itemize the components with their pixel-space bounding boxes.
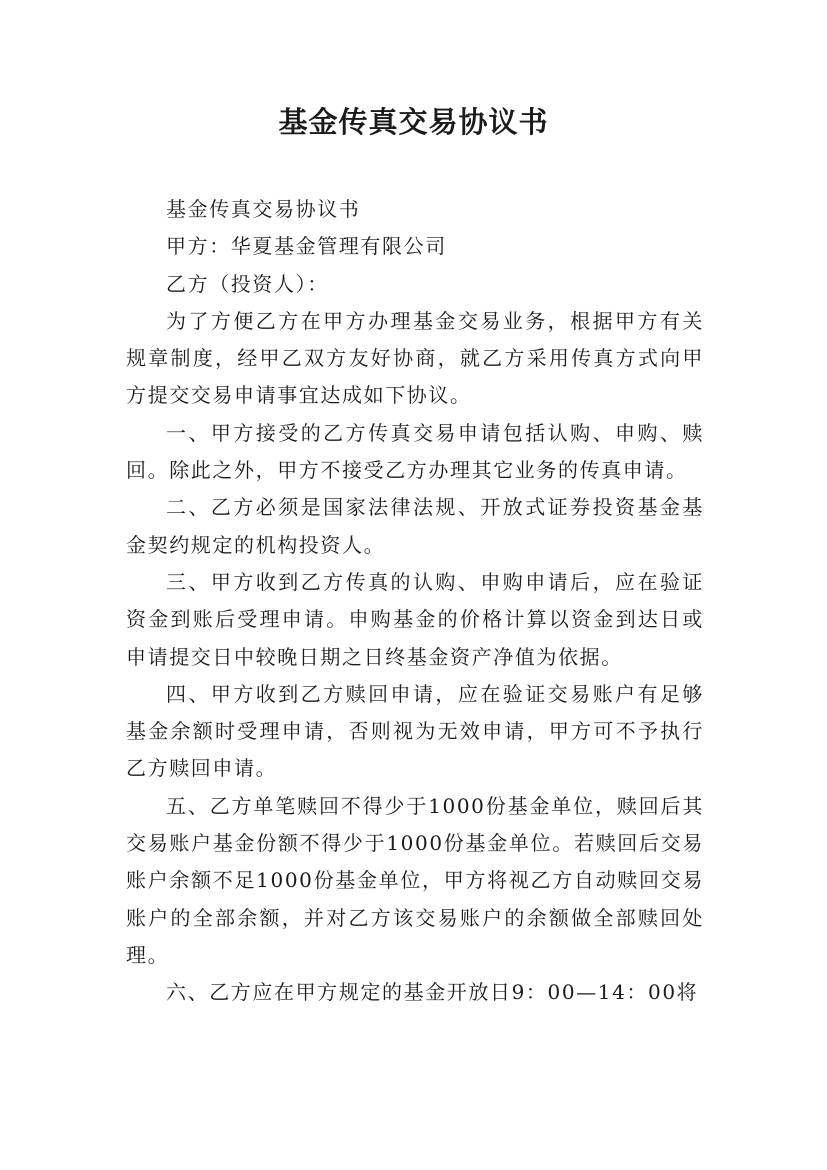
paragraph-clause-5: 五、乙方单笔赎回不得少于1000份基金单位，赎回后其交易账户基金份额不得少于1000份基金单位。若赎回后交易账户余额不足1000份基金单位，甲方将视乙方自动赎回交易账户的全部余额，并对乙方该交易账户的余额做全部赎回处理。 <box>126 793 704 967</box>
document-body <box>126 191 704 1012</box>
paragraph-party-a: 甲方：华夏基金管理有限公司 <box>166 234 447 259</box>
paragraph-clause-2: 二、乙方必须是国家法律法规、开放式证券投资基金基金契约规定的机构投资人。 <box>126 495 704 557</box>
paragraph-clause-1: 一、甲方接受的乙方传真交易申请包括认购、申购、赎回。除此之外，甲方不接受乙方办理其它业务的传真申请。 <box>126 420 704 483</box>
paragraph-heading: 基金传真交易协议书 <box>166 197 361 221</box>
paragraph-clause-4: 四、甲方收到乙方赎回申请，应在验证交易账户有足够基金余额时受理申请，否则视为无效申请，甲方可不予执行乙方赎回申请。 <box>126 681 704 781</box>
paragraph-preamble: 为了方便乙方在甲方办理基金交易业务，根据甲方有关规章制度，经甲乙双方友好协商，就乙方采用传真方式向甲方提交交易申请事宜达成如下协议。 <box>126 308 704 408</box>
paragraph-party-b: 乙方（投资人）： <box>166 271 329 296</box>
document-title: 基金传真交易协议书 <box>278 105 549 139</box>
paragraph-clause-6: 六、乙方应在甲方规定的基金开放日9：00—14：00将 <box>166 980 699 1005</box>
paragraph-clause-3: 三、甲方收到乙方传真的认购、申购申请后，应在验证资金到账后受理申请。申购基金的价格计算以资金到达日或申请提交日中较晚日期之日终基金资产净值为依据。 <box>126 569 704 669</box>
